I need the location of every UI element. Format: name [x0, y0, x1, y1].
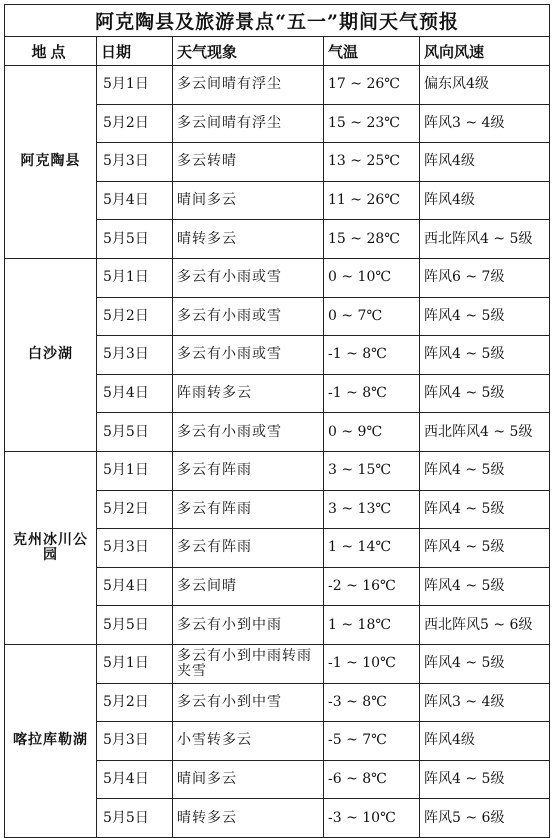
temperature-cell: 3 ~ 15℃ — [324, 451, 420, 490]
weather-cell: 多云有小到中雪 — [173, 683, 324, 722]
weather-cell: 多云有小雨或雪 — [173, 413, 324, 452]
temperature-cell: 15 ~ 28℃ — [324, 220, 420, 259]
temperature-cell: -1 ~ 10℃ — [324, 644, 420, 683]
table-row — [5, 258, 550, 297]
forecast-table — [4, 4, 550, 838]
weather-cell: 晴间多云 — [173, 181, 324, 220]
date-cell: 5月4日 — [97, 374, 173, 413]
date-cell: 5月3日 — [97, 143, 173, 182]
wind-cell: 阵风5 ~ 6级 — [420, 799, 550, 838]
wind-cell: 阵风4级 — [420, 143, 550, 182]
wind-cell: 阵风4 ~ 5级 — [420, 297, 550, 336]
date-cell: 5月3日 — [97, 529, 173, 568]
weather-cell: 小雪转多云 — [173, 722, 324, 761]
wind-cell: 西北阵风4 ~ 5级 — [420, 220, 550, 259]
wind-cell: 阵风4 ~ 5级 — [420, 374, 550, 413]
header-weather: 天气现象 — [173, 37, 324, 66]
temperature-cell: -3 ~ 8℃ — [324, 683, 420, 722]
location-cell: 克州冰川公园 — [5, 451, 97, 644]
weather-cell: 多云有小到中雨转雨夹雪 — [173, 644, 324, 683]
date-cell: 5月5日 — [97, 220, 173, 259]
weather-cell: 多云有阵雨 — [173, 490, 324, 529]
weather-cell: 多云有小雨或雪 — [173, 336, 324, 375]
date-cell: 5月5日 — [97, 606, 173, 645]
date-cell: 5月2日 — [97, 683, 173, 722]
weather-cell: 阵雨转多云 — [173, 374, 324, 413]
date-cell: 5月1日 — [97, 258, 173, 297]
wind-cell: 西北阵风5 ~ 6级 — [420, 606, 550, 645]
table-title: 阿克陶县及旅游景点“五一”期间天气预报 — [5, 5, 550, 37]
header-location: 地点 — [5, 37, 97, 66]
date-cell: 5月1日 — [97, 451, 173, 490]
date-cell: 5月2日 — [97, 490, 173, 529]
header-temperature: 气温 — [324, 37, 420, 66]
temperature-cell: 3 ~ 13℃ — [324, 490, 420, 529]
temperature-cell: 0 ~ 7℃ — [324, 297, 420, 336]
table-row — [5, 644, 550, 683]
temperature-cell: 0 ~ 10℃ — [324, 258, 420, 297]
wind-cell: 阵风4 ~ 5级 — [420, 644, 550, 683]
wind-cell: 阵风3 ~ 4级 — [420, 104, 550, 143]
weather-cell: 多云有阵雨 — [173, 529, 324, 568]
forecast-body — [5, 66, 550, 838]
wind-cell: 阵风6 ~ 7级 — [420, 258, 550, 297]
weather-cell: 多云间晴有浮尘 — [173, 66, 324, 105]
weather-cell: 多云有小雨或雪 — [173, 258, 324, 297]
temperature-cell: 1 ~ 14℃ — [324, 529, 420, 568]
weather-cell: 多云间晴有浮尘 — [173, 104, 324, 143]
weather-cell: 多云转晴 — [173, 143, 324, 182]
wind-cell: 阵风4 ~ 5级 — [420, 760, 550, 799]
temperature-cell: -3 ~ 10℃ — [324, 799, 420, 838]
wind-cell: 阵风4 ~ 5级 — [420, 567, 550, 606]
date-cell: 5月2日 — [97, 104, 173, 143]
wind-cell: 阵风3 ~ 4级 — [420, 683, 550, 722]
weather-cell: 多云有小雨或雪 — [173, 297, 324, 336]
temperature-cell: 1 ~ 18℃ — [324, 606, 420, 645]
temperature-cell: 17 ~ 26℃ — [324, 66, 420, 105]
date-cell: 5月4日 — [97, 760, 173, 799]
temperature-cell: -5 ~ 7℃ — [324, 722, 420, 761]
table-row — [5, 451, 550, 490]
date-cell: 5月4日 — [97, 567, 173, 606]
location-cell: 喀拉库勒湖 — [5, 644, 97, 837]
wind-cell: 阵风4 ~ 5级 — [420, 336, 550, 375]
weather-cell: 晴转多云 — [173, 799, 324, 838]
header-date: 日期 — [97, 37, 173, 66]
location-cell: 白沙湖 — [5, 258, 97, 451]
date-cell: 5月2日 — [97, 297, 173, 336]
wind-cell: 阵风4 ~ 5级 — [420, 490, 550, 529]
date-cell: 5月5日 — [97, 799, 173, 838]
temperature-cell: -1 ~ 8℃ — [324, 374, 420, 413]
header-row — [5, 37, 550, 66]
temperature-cell: -6 ~ 8℃ — [324, 760, 420, 799]
date-cell: 5月5日 — [97, 413, 173, 452]
temperature-cell: 0 ~ 9℃ — [324, 413, 420, 452]
wind-cell: 阵风4级 — [420, 722, 550, 761]
weather-cell: 多云有阵雨 — [173, 451, 324, 490]
wind-cell: 阵风4 ~ 5级 — [420, 451, 550, 490]
date-cell: 5月1日 — [97, 66, 173, 105]
wind-cell: 西北阵风4 ~ 5级 — [420, 413, 550, 452]
date-cell: 5月3日 — [97, 722, 173, 761]
wind-cell: 偏东风4级 — [420, 66, 550, 105]
weather-cell: 晴转多云 — [173, 220, 324, 259]
wind-cell: 阵风4 ~ 5级 — [420, 529, 550, 568]
temperature-cell: -2 ~ 16℃ — [324, 567, 420, 606]
header-wind: 风向风速 — [420, 37, 550, 66]
date-cell: 5月3日 — [97, 336, 173, 375]
weather-cell: 多云有小到中雨 — [173, 606, 324, 645]
temperature-cell: -1 ~ 8℃ — [324, 336, 420, 375]
date-cell: 5月4日 — [97, 181, 173, 220]
temperature-cell: 11 ~ 26℃ — [324, 181, 420, 220]
location-cell: 阿克陶县 — [5, 66, 97, 259]
weather-cell: 多云间晴 — [173, 567, 324, 606]
temperature-cell: 15 ~ 23℃ — [324, 104, 420, 143]
weather-cell: 晴间多云 — [173, 760, 324, 799]
temperature-cell: 13 ~ 25℃ — [324, 143, 420, 182]
date-cell: 5月1日 — [97, 644, 173, 683]
table-row — [5, 66, 550, 105]
wind-cell: 阵风4级 — [420, 181, 550, 220]
